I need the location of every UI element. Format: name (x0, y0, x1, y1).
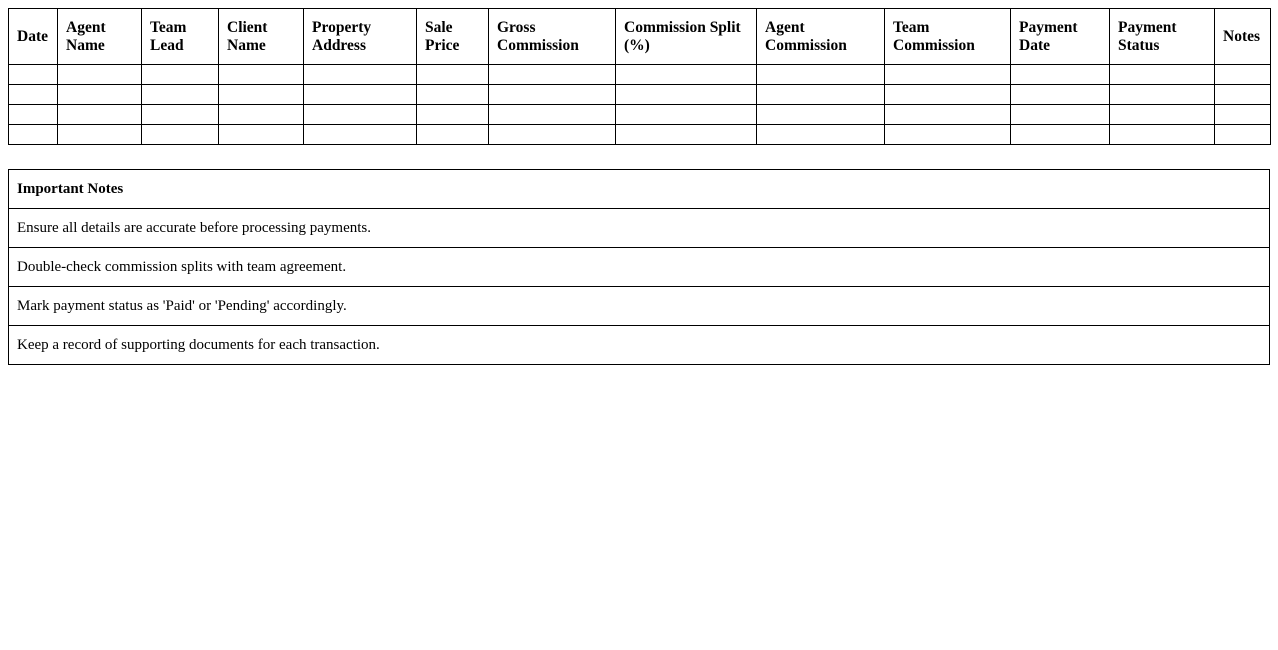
list-item (9, 248, 1270, 287)
table-cell[interactable] (885, 65, 1011, 85)
table-row (9, 125, 1271, 145)
header-notes: Notes (1215, 9, 1271, 65)
table-cell[interactable] (58, 85, 142, 105)
table-cell[interactable] (1011, 65, 1110, 85)
table-row (9, 65, 1271, 85)
table-cell[interactable] (58, 105, 142, 125)
table-cell[interactable] (885, 125, 1011, 145)
header-sale-price: Sale Price (417, 9, 489, 65)
table-cell[interactable] (58, 65, 142, 85)
table-cell[interactable] (616, 85, 757, 105)
header-team-commission: Team Commission (885, 9, 1011, 65)
note-text: Double-check commission splits with team agreement. (9, 248, 1270, 287)
table-cell[interactable] (489, 105, 616, 125)
table-cell[interactable] (1215, 65, 1271, 85)
table-cell[interactable] (757, 125, 885, 145)
table-cell[interactable] (885, 105, 1011, 125)
header-agent-name: Agent Name (58, 9, 142, 65)
list-item (9, 209, 1270, 248)
header-agent-commission: Agent Commission (757, 9, 885, 65)
table-cell[interactable] (58, 125, 142, 145)
table-cell[interactable] (1215, 85, 1271, 105)
table-cell[interactable] (142, 105, 219, 125)
table-cell[interactable] (1215, 105, 1271, 125)
table-cell[interactable] (885, 85, 1011, 105)
table-cell[interactable] (304, 105, 417, 125)
important-notes-table (8, 169, 1270, 365)
header-team-lead: Team Lead (142, 9, 219, 65)
table-cell[interactable] (1110, 65, 1215, 85)
commission-table (8, 8, 1271, 145)
table-cell[interactable] (142, 125, 219, 145)
table-cell[interactable] (9, 105, 58, 125)
table-cell[interactable] (304, 125, 417, 145)
table-cell[interactable] (142, 85, 219, 105)
table-cell[interactable] (489, 125, 616, 145)
table-cell[interactable] (219, 85, 304, 105)
header-gross-commission: Gross Commission (489, 9, 616, 65)
note-text: Mark payment status as 'Paid' or 'Pending' accordingly. (9, 287, 1270, 326)
table-cell[interactable] (616, 105, 757, 125)
table-cell[interactable] (616, 125, 757, 145)
table-cell[interactable] (219, 65, 304, 85)
table-cell[interactable] (219, 105, 304, 125)
table-header-row (9, 9, 1271, 65)
table-cell[interactable] (9, 125, 58, 145)
header-commission-split: Commission Split (%) (616, 9, 757, 65)
table-cell[interactable] (304, 65, 417, 85)
table-cell[interactable] (1110, 125, 1215, 145)
header-property-address: Property Address (304, 9, 417, 65)
note-text: Ensure all details are accurate before processing payments. (9, 209, 1270, 248)
table-cell[interactable] (1110, 85, 1215, 105)
table-cell[interactable] (219, 125, 304, 145)
table-cell[interactable] (1011, 85, 1110, 105)
header-payment-date: Payment Date (1011, 9, 1110, 65)
table-cell[interactable] (616, 65, 757, 85)
notes-title-row (9, 170, 1270, 209)
header-payment-status: Payment Status (1110, 9, 1215, 65)
table-cell[interactable] (1011, 125, 1110, 145)
table-cell[interactable] (489, 85, 616, 105)
table-cell[interactable] (417, 65, 489, 85)
table-cell[interactable] (489, 65, 616, 85)
table-cell[interactable] (304, 85, 417, 105)
header-client-name: Client Name (219, 9, 304, 65)
table-cell[interactable] (1110, 105, 1215, 125)
note-text: Keep a record of supporting documents for each transaction. (9, 326, 1270, 365)
table-cell[interactable] (142, 65, 219, 85)
table-cell[interactable] (757, 105, 885, 125)
table-cell[interactable] (9, 85, 58, 105)
table-cell[interactable] (417, 125, 489, 145)
notes-title: Important Notes (9, 170, 1270, 209)
table-cell[interactable] (417, 85, 489, 105)
table-cell[interactable] (417, 105, 489, 125)
table-cell[interactable] (9, 65, 58, 85)
list-item (9, 287, 1270, 326)
table-cell[interactable] (757, 65, 885, 85)
table-cell[interactable] (757, 85, 885, 105)
table-cell[interactable] (1011, 105, 1110, 125)
table-row (9, 105, 1271, 125)
header-date: Date (9, 9, 58, 65)
table-cell[interactable] (1215, 125, 1271, 145)
list-item (9, 326, 1270, 365)
table-row (9, 85, 1271, 105)
